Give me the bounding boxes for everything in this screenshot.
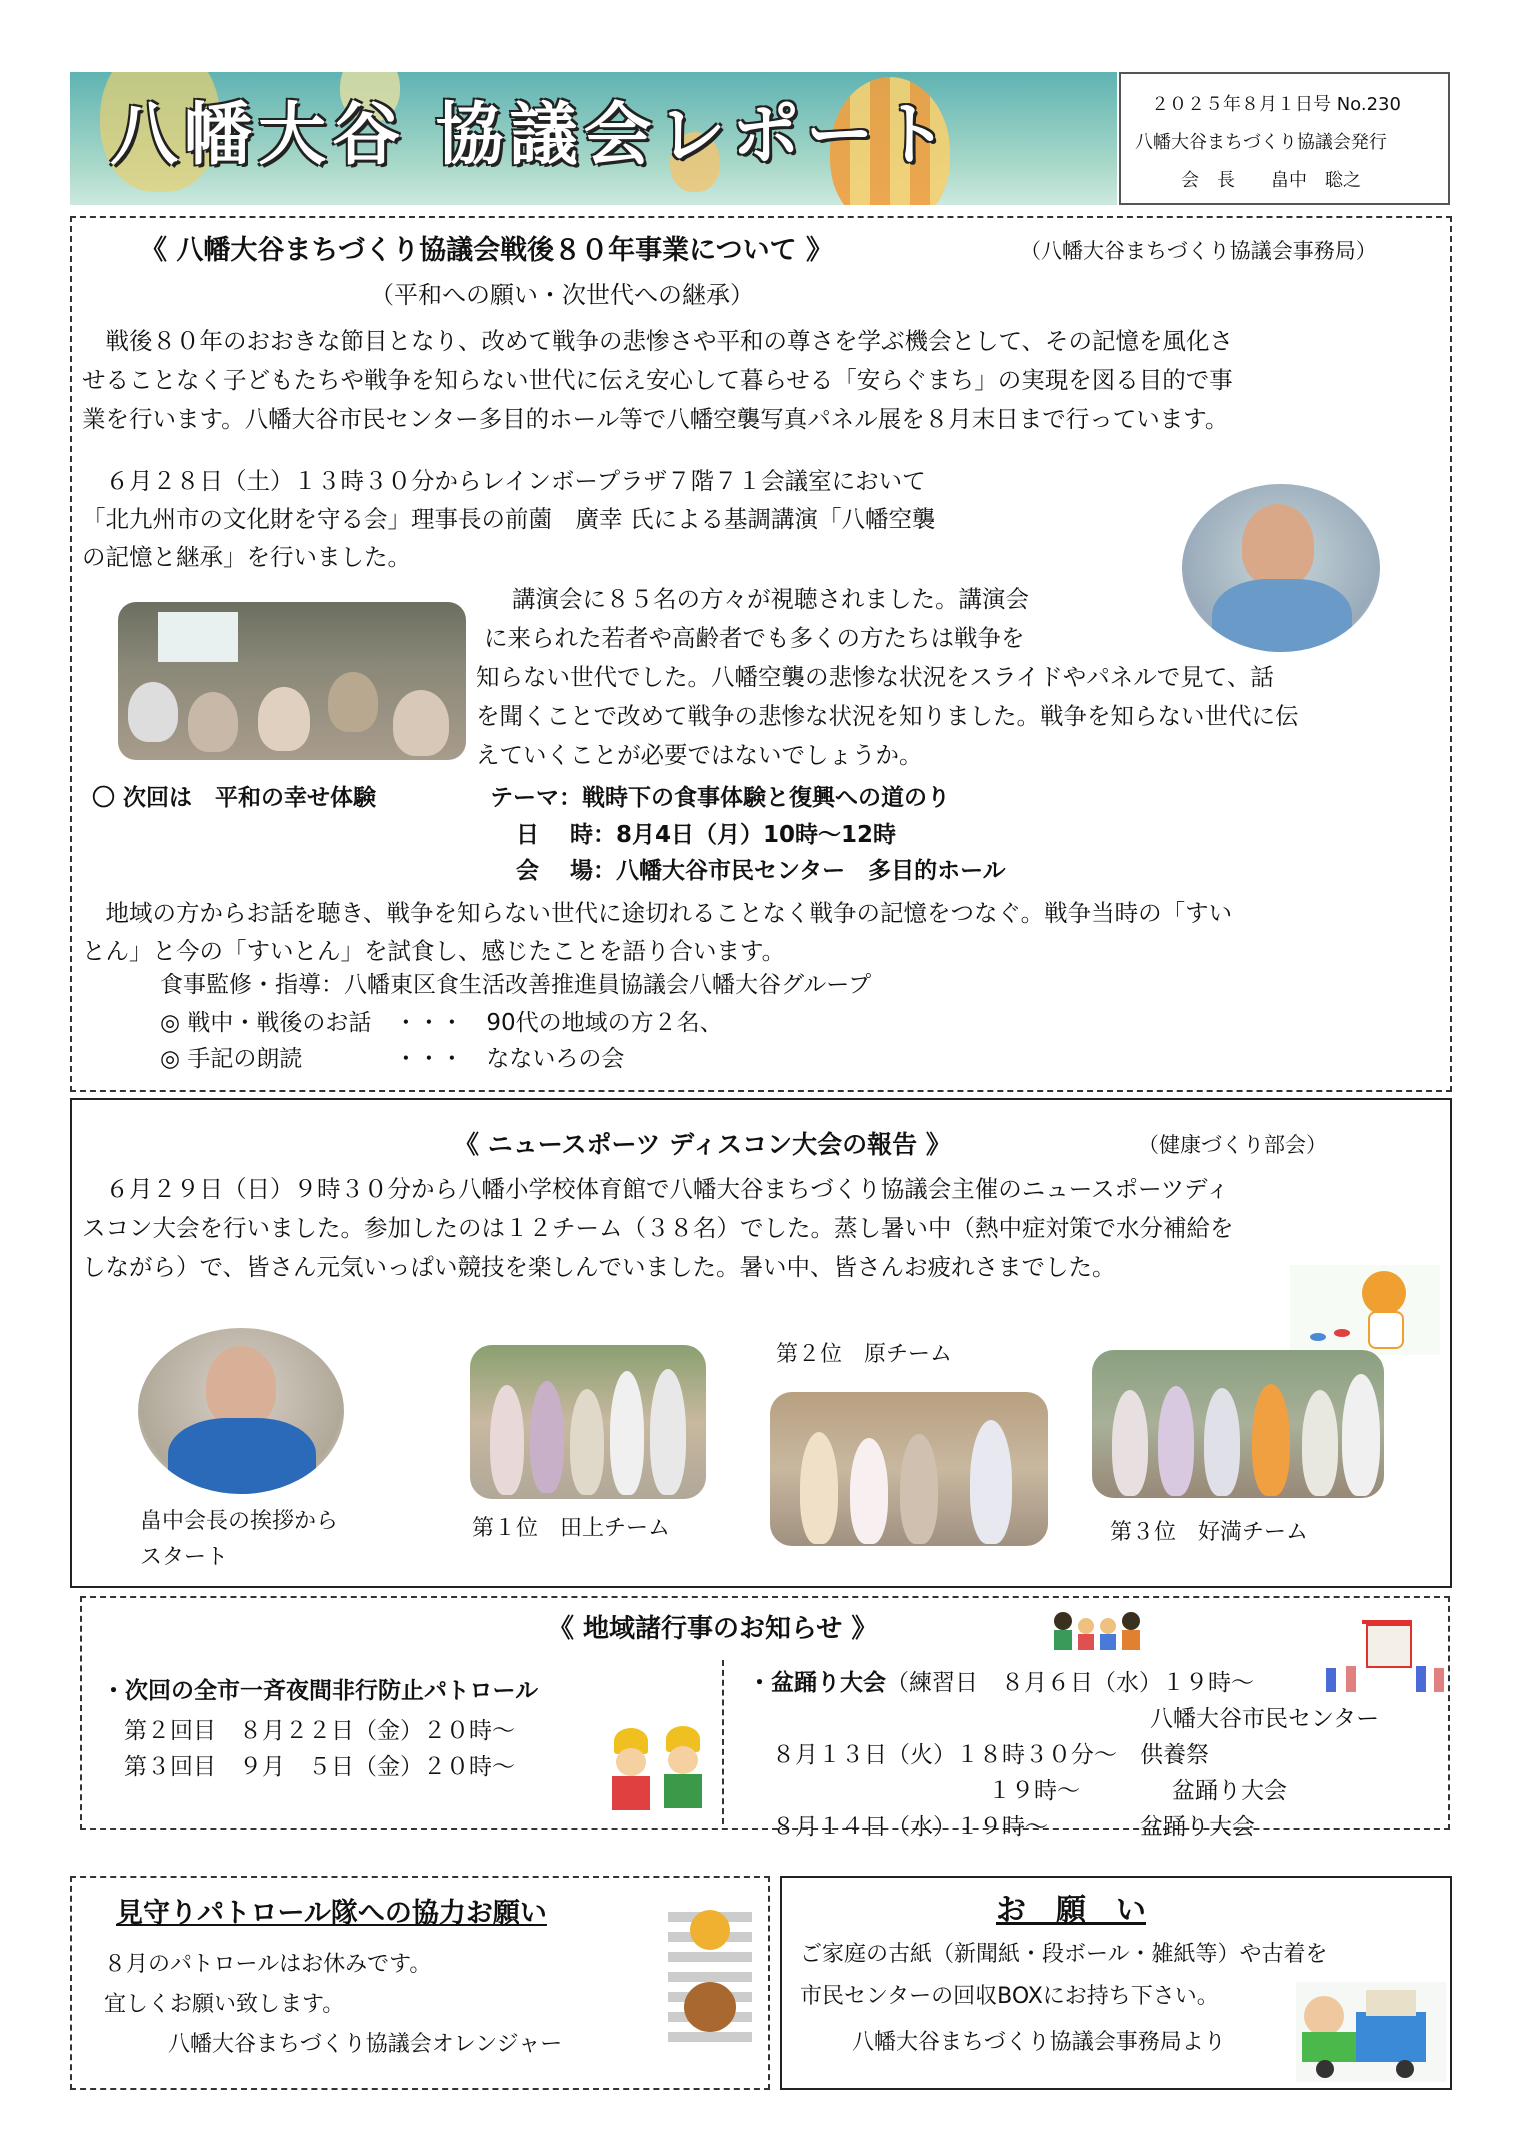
newsletter-title: 八幡大谷 協議会レポート: [110, 96, 954, 175]
photo-caption: 畠中会長の挨拶から スタート: [140, 1509, 339, 1570]
request-signature: 八幡大谷まちづくり協議会事務局より: [852, 2030, 1226, 2055]
next-event-venue: 会 場：八幡大谷市民センター 多目的ホール: [516, 858, 1006, 884]
lecture-audience-photo: [118, 602, 466, 760]
program-item: ◎ 手記の朗読 ・・・ なないろの会: [160, 1046, 625, 1072]
paragraph: 地域の方からお話を聴き、戦争を知らない世代に途切れることなく戦争の記憶をつなぐ。戦争当時の「すい とん」と今の「すいとん」を試食し、感じたことを語り合います。: [82, 899, 1233, 965]
patrol-date: 第３回目 ９月 ５日（金）２０時～: [124, 1754, 515, 1780]
notice-signature: 八幡大谷まちづくり協議会オレンジャー: [168, 2032, 563, 2057]
section-title: 《 八幡大谷まちづくり協議会戦後８０年事業について 》: [140, 235, 833, 266]
notice-line: ８月のパトロールはお休みです。: [104, 1952, 432, 1977]
team-photo-3rd: [1092, 1350, 1384, 1498]
mascot-illustration: [1290, 1265, 1440, 1355]
header-banner: [70, 72, 1117, 205]
children-icon: [1054, 1612, 1144, 1652]
patrol-kids-illustration: [596, 1720, 716, 1824]
patrol-heading: ・次回の全市一斉夜間非行防止パトロール: [102, 1678, 539, 1704]
paragraph: ６月２８日（土）１３時３０分からレインボープラザ７階７１会議室において 「北九州市の文化財を守る会」理事長の前薗 廣幸 氏による基調講演「八幡空襲 の記憶と継承」を行いました。: [82, 467, 936, 571]
photo-caption: 第２位 原チーム: [776, 1342, 953, 1367]
next-event-datetime: 日 時：8月4日（月）10時～12時: [516, 822, 897, 848]
chairman: 会 長 畠中 聡之: [1181, 170, 1361, 191]
request-line: ご家庭の古紙（新聞紙・段ボール・雑紙等）や古着を: [800, 1942, 1328, 1967]
section-title: 見守りパトロール隊への協力お願い: [116, 1898, 547, 1929]
bon-dance-icon: [1326, 1612, 1450, 1698]
section-title: 《 ニュースポーツ ディスコン大会の報告 》: [454, 1130, 951, 1159]
team-photo-2nd: [770, 1392, 1048, 1546]
paragraph: ６月２９日（日）９時３０分から八幡小学校体育館で八幡大谷まちづくり協議会主催のニュースポーツディ スコン大会を行いました。参加したのは１２チーム（３８名）でした。蒸し暑い中（熱中症対策で水分補給を しながら）で、皆さん元気いっぱい競技を楽しんでいました。暑い中、皆さんお疲れさまでした。: [82, 1175, 1234, 1281]
section-title: 《 地域諸行事のお知らせ 》: [548, 1614, 878, 1644]
section-subtitle: （平和への願い・次世代への継承）: [370, 281, 754, 309]
paragraph: 戦後８０年のおおきな節目となり、改めて戦争の悲惨さや平和の尊さを学ぶ機会として、その記憶を風化さ せることなく子どもたちや戦争を知らない世代に伝え安心して暮らせる「安らぐまち」の実現を図る目的で事 業を行います。八幡大谷市民センター多目的ホール等で八幡空襲写真パネル展を８月末日まで行っています。: [82, 327, 1234, 433]
section-source: （健康づくり部会）: [1138, 1133, 1327, 1157]
recycle-truck-illustration: [1296, 1982, 1446, 2082]
team-photo-1st: [470, 1345, 706, 1499]
bon-place: 八幡大谷市民センター: [1150, 1706, 1380, 1732]
next-event-label: 〇 次回は 平和の幸せ体験: [92, 785, 377, 811]
bon-schedule: ８月１４日（水）１９時～ 盆踊り大会: [772, 1814, 1255, 1840]
program-item: ◎ 戦中・戦後のお話 ・・・ 90代の地域の方２名、: [160, 1010, 723, 1036]
bon-schedule: １９時～ 盆踊り大会: [988, 1778, 1287, 1804]
issue-number: ２０２５年８月１日号 No.230: [1151, 94, 1401, 115]
section-source: （八幡大谷まちづくり協議会事務局）: [1020, 239, 1377, 263]
bon-heading: ・盆踊り大会（練習日 ８月６日（水）１９時～: [748, 1670, 1254, 1696]
chairman-photo: [138, 1328, 344, 1494]
section-title: お 願 い: [996, 1893, 1146, 1928]
request-line: 市民センターの回収BOXにお持ち下さい。: [800, 1984, 1219, 2009]
next-event-theme: テーマ：戦時下の食事体験と復興への道のり: [490, 785, 950, 811]
bon-schedule: ８月１３日（火）１８時３０分～ 供養祭: [772, 1742, 1209, 1768]
photo-caption: 第３位 好満チーム: [1110, 1520, 1309, 1545]
publisher: 八幡大谷まちづくり協議会発行: [1135, 132, 1387, 153]
supervision: 食事監修・指導：八幡東区食生活改善推進員協議会八幡大谷グループ: [160, 972, 872, 998]
photo-caption: 第１位 田上チーム: [472, 1516, 671, 1541]
paragraph: 講演会に８５名の方々が視聴されました。講演会 に来られた若者や高齢者でも多くの方たちは戦争を 知らない世代でした。八幡空襲の悲惨な状況をスライドやパネルで見て、話 を聞くことで改めて戦争の悲惨な状況を知りました。戦争を知らない世代に伝 えていくことが必要ではないでしょうか。: [476, 585, 1299, 769]
issue-info-box: [1119, 72, 1450, 205]
patrol-date: 第２回目 ８月２２日（金）２０時～: [124, 1718, 515, 1744]
notice-line: 宜しくお願い致します。: [104, 1992, 345, 2017]
crosswalk-mascot-illustration: [668, 1902, 752, 2042]
divider: [722, 1660, 724, 1824]
